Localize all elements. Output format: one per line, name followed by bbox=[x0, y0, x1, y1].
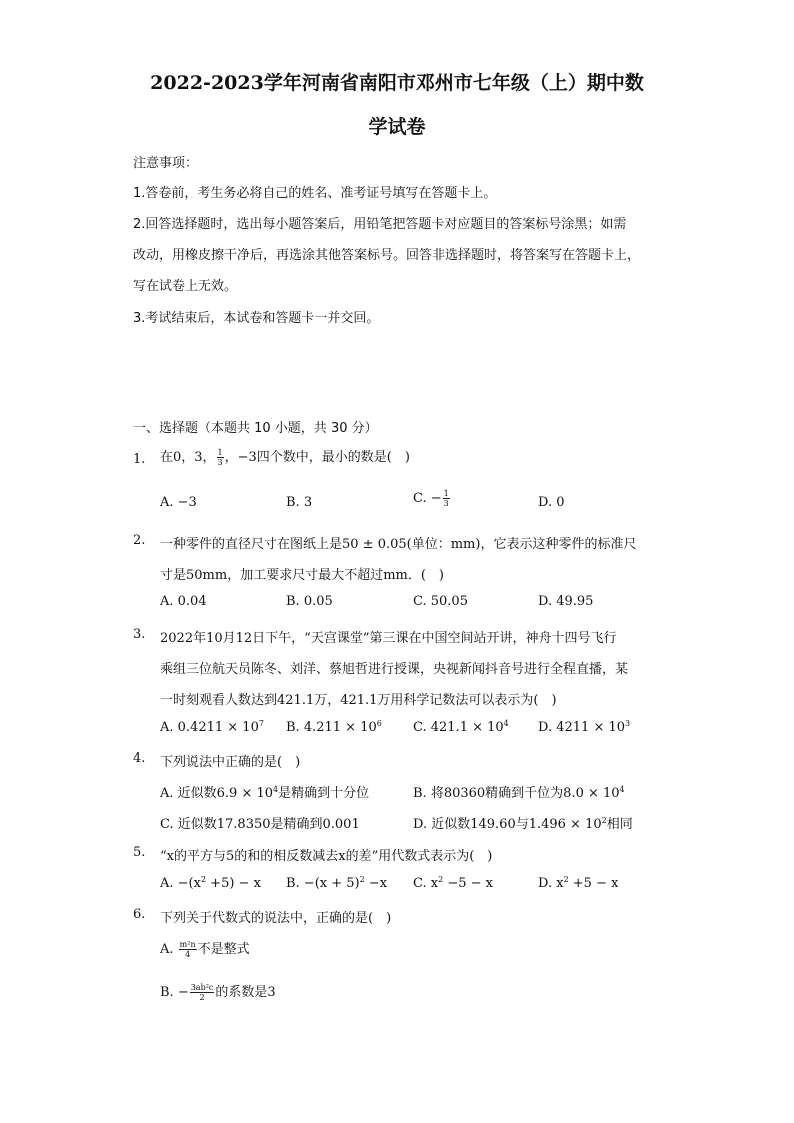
notice-item-3: 3.考试结束后，本试卷和答题卡一并交回。 bbox=[133, 311, 380, 326]
title-line1: 2022-2023学年河南省南阳市邓州市七年级（上）期中数 bbox=[150, 72, 644, 94]
q1-option-c-num: 1 bbox=[443, 489, 449, 498]
q5-option-d-part1: D. x bbox=[538, 876, 564, 891]
question-1-stem bbox=[160, 446, 410, 467]
q6-option-a bbox=[160, 938, 250, 959]
q1-option-a: A. −3 bbox=[160, 495, 197, 510]
question-4-stem: 下列说法中正确的是( ) bbox=[160, 755, 301, 770]
q4-option-d bbox=[413, 813, 633, 832]
q5-option-c-part1: C. x bbox=[413, 876, 439, 891]
notice-item-1: 1.答卷前，考生务必将自己的姓名、准考证号填写在答题卡上。 bbox=[133, 186, 497, 201]
q3-option-b-base: B. 4.211 × 10 bbox=[286, 720, 377, 735]
section-heading: 一、选择题（本题共 10 小题，共 30 分） bbox=[133, 421, 378, 436]
q5-option-c bbox=[413, 876, 493, 891]
q5-option-b-part2: −x bbox=[364, 876, 388, 891]
q1-option-c bbox=[413, 489, 451, 508]
q5-option-b-exponent: 2 bbox=[359, 875, 365, 884]
question-2-line2: 寸是50mm，加工要求尺寸最大不超过mm．( ) bbox=[160, 568, 444, 583]
question-number-3: 3. bbox=[133, 627, 146, 642]
q4-option-a-exponent: 4 bbox=[273, 785, 279, 794]
q5-option-d-part2: +5 − x bbox=[568, 876, 619, 891]
q1-frac-num: 1 bbox=[217, 448, 223, 457]
q2-option-c: C. 50.05 bbox=[413, 594, 468, 609]
q1-option-d: D. 0 bbox=[538, 495, 565, 510]
q1-stem-part-b: ，−3四个数中，最小的数是( ) bbox=[224, 450, 410, 465]
notice-item-2-line3: 写在试卷上无效。 bbox=[133, 279, 238, 294]
q6-option-a-den: 4 bbox=[185, 950, 191, 959]
q2-option-d: D. 49.95 bbox=[538, 594, 594, 609]
q4-option-d-exponent: 2 bbox=[601, 816, 607, 825]
q4-option-b-exponent: 4 bbox=[619, 785, 625, 794]
question-number-4: 4. bbox=[133, 751, 146, 766]
q6-option-a-fraction bbox=[179, 940, 197, 959]
q3-option-c-exponent: 4 bbox=[503, 719, 509, 728]
q4-option-d-tail: 相同 bbox=[606, 817, 633, 832]
q2-option-a: A. 0.04 bbox=[160, 594, 207, 609]
q3-option-a-exponent: 7 bbox=[258, 719, 264, 728]
q4-option-a bbox=[160, 782, 369, 801]
question-number-5: 5. bbox=[133, 845, 146, 860]
q3-option-d bbox=[538, 720, 630, 735]
q4-option-a-tail: 是精确到十分位 bbox=[278, 786, 370, 801]
q6-option-b-den: 2 bbox=[199, 993, 205, 1002]
q3-option-d-base: D. 4211 × 10 bbox=[538, 720, 626, 735]
q1-frac-den: 3 bbox=[217, 458, 223, 467]
q5-option-a-exponent: 2 bbox=[200, 875, 207, 884]
q1-option-c-fraction bbox=[443, 489, 450, 508]
q3-option-b bbox=[286, 720, 382, 735]
q3-option-a-base: A. 0.4211 × 10 bbox=[160, 720, 259, 735]
q6-option-a-tail: 不是整式 bbox=[197, 942, 250, 957]
q5-option-b bbox=[286, 876, 387, 891]
question-number-6: 6. bbox=[133, 907, 146, 922]
q5-option-d bbox=[538, 876, 618, 891]
q6-option-b-fraction bbox=[190, 983, 215, 1002]
question-6-stem: 下列关于代数式的说法中，正确的是( ) bbox=[160, 911, 392, 926]
q6-option-b-tail: 的系数是3 bbox=[215, 985, 276, 1000]
q4-option-c: C. 近似数17.8350是精确到0.001 bbox=[160, 817, 360, 832]
question-5-stem: “x的平方与5的和的相反数减去x的差”用代数式表示为( ) bbox=[160, 849, 493, 864]
q5-option-a-part1: A. −(x bbox=[160, 876, 201, 891]
q6-option-b bbox=[160, 981, 276, 1002]
q4-option-b bbox=[413, 782, 625, 801]
q1-option-c-den: 3 bbox=[443, 499, 449, 508]
q6-option-b-label: B. − bbox=[160, 985, 189, 1000]
q1-option-c-prefix: C. − bbox=[413, 491, 442, 506]
notice-item-2-line2: 改动，用橡皮擦干净后，再选涂其他答案标号。回答非选择题时，将答案写在答题卡上， bbox=[133, 248, 641, 263]
q3-option-b-exponent: 6 bbox=[376, 719, 382, 728]
q3-option-a bbox=[160, 720, 264, 735]
q5-option-a-part2: +5) − x bbox=[206, 876, 261, 891]
q5-option-c-part2: −5 − x bbox=[443, 876, 493, 891]
question-number-1: 1. bbox=[133, 452, 146, 467]
question-2-line1: 一种零件的直径尺寸在图纸上是50 ± 0.05(单位：mm)，它表示这种零件的标准尺 bbox=[160, 537, 637, 552]
question-3-line2: 乘组三位航天员陈冬、刘洋、蔡旭哲进行授课，央视新闻抖音号进行全程直播，某 bbox=[160, 662, 629, 677]
title-line2: 学试卷 bbox=[368, 116, 426, 138]
question-number-2: 2. bbox=[133, 533, 146, 548]
q5-option-b-part1: B. −(x + 5) bbox=[286, 876, 360, 891]
q1-fraction bbox=[217, 448, 224, 467]
q6-option-b-num: 3ab²c bbox=[190, 983, 214, 992]
notice-item-2-line1: 2.回答选择题时，选出每小题答案后，用铅笔把答题卡对应题目的答案标号涂黑；如需 bbox=[133, 217, 627, 232]
q6-option-a-num: m²n bbox=[179, 940, 196, 949]
q3-option-c-base: C. 421.1 × 10 bbox=[413, 720, 504, 735]
q1-option-b: B. 3 bbox=[286, 495, 313, 510]
q5-option-a bbox=[160, 876, 261, 891]
q1-stem-part-a: 在0，3， bbox=[160, 450, 216, 465]
q3-option-d-exponent: 3 bbox=[625, 719, 631, 728]
q5-option-c-exponent: 2 bbox=[438, 875, 444, 884]
question-3-line1: 2022年10月12日下午，“天宫课堂”第三课在中国空间站开讲，神舟十四号飞行 bbox=[160, 631, 617, 646]
q4-option-b-base: B. 将80360精确到千位为8.0 × 10 bbox=[413, 786, 620, 801]
question-3-line3: 一时刻观看人数达到421.1万，421.1万用科学记数法可以表示为( ) bbox=[160, 693, 557, 708]
q4-option-d-base: D. 近似数149.60与1.496 × 10 bbox=[413, 817, 602, 832]
q2-option-b: B. 0.05 bbox=[286, 594, 333, 609]
q6-option-a-label: A. bbox=[160, 942, 174, 957]
notice-heading: 注意事项： bbox=[133, 156, 199, 171]
q3-option-c bbox=[413, 720, 509, 735]
q4-option-a-base: A. 近似数6.9 × 10 bbox=[160, 786, 274, 801]
q5-option-d-exponent: 2 bbox=[563, 875, 569, 884]
